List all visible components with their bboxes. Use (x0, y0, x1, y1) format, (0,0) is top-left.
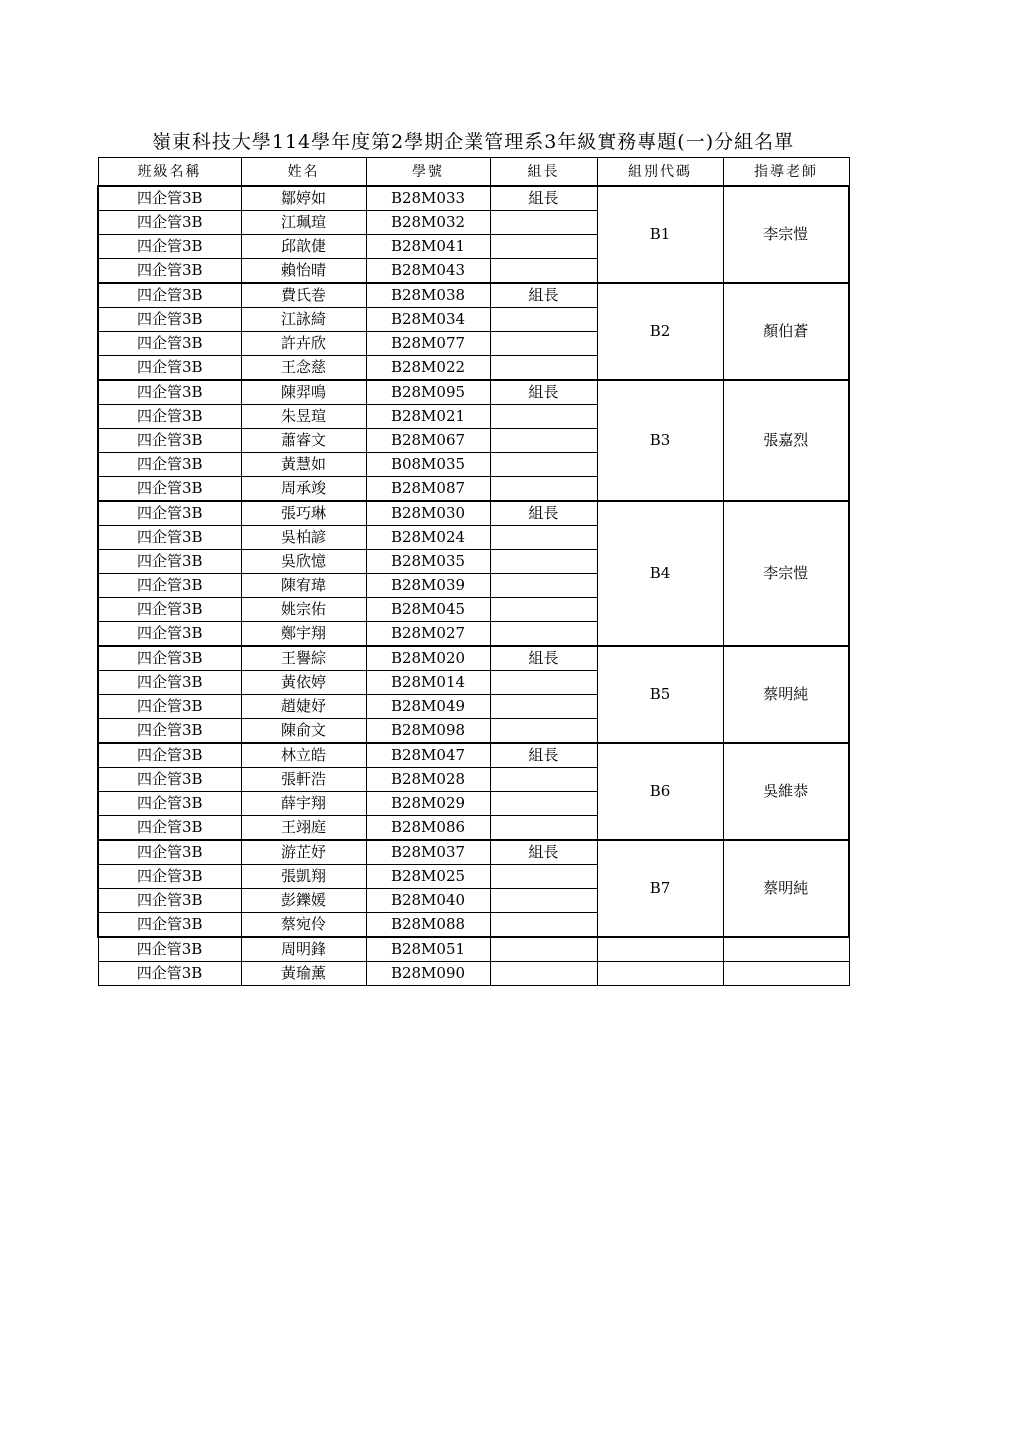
leader-cell (490, 865, 597, 889)
student-id-cell: B28M020 (366, 646, 490, 671)
student-name-cell: 賴怡晴 (241, 259, 366, 284)
class-cell: 四企管3B (98, 840, 241, 865)
advisor-cell (723, 962, 849, 986)
document-title: 嶺東科技大學114學年度第2學期企業管理系3年級實務專題(一)分組名單 (151, 131, 795, 153)
student-id-cell: B28M095 (366, 380, 490, 405)
class-cell: 四企管3B (98, 598, 241, 622)
leader-cell (490, 937, 597, 962)
leader-cell: 組長 (490, 743, 597, 768)
student-name-cell: 陳宥瑋 (241, 574, 366, 598)
student-name-cell: 陳羿鳴 (241, 380, 366, 405)
student-id-cell: B28M045 (366, 598, 490, 622)
student-id-cell: B08M035 (366, 453, 490, 477)
leader-cell (490, 477, 597, 502)
leader-cell (490, 792, 597, 816)
leader-cell (490, 429, 597, 453)
advisor-cell: 顏伯蒼 (723, 283, 849, 380)
advisor-cell: 李宗愷 (723, 186, 849, 283)
student-id-cell: B28M049 (366, 695, 490, 719)
student-id-cell: B28M034 (366, 308, 490, 332)
col-header-advisor: 指導老師 (723, 158, 849, 187)
advisor-cell: 李宗愷 (723, 501, 849, 646)
class-cell: 四企管3B (98, 356, 241, 381)
student-id-cell: B28M051 (366, 937, 490, 962)
group-code-cell (597, 937, 723, 962)
student-id-cell: B28M047 (366, 743, 490, 768)
group-roster-table (97, 157, 850, 986)
class-cell: 四企管3B (98, 259, 241, 284)
class-cell: 四企管3B (98, 211, 241, 235)
leader-cell: 組長 (490, 283, 597, 308)
student-id-cell: B28M035 (366, 550, 490, 574)
advisor-cell: 吳維恭 (723, 743, 849, 840)
group-block (98, 501, 849, 646)
group-block (98, 743, 849, 840)
student-name-cell: 蔡宛伶 (241, 913, 366, 938)
group-block (98, 840, 849, 937)
col-header-leader: 組長 (490, 158, 597, 187)
student-name-cell: 許卉欣 (241, 332, 366, 356)
advisor-cell: 蔡明純 (723, 646, 849, 743)
group-code-cell: B6 (597, 743, 723, 840)
student-name-cell: 姚宗佑 (241, 598, 366, 622)
leader-cell (490, 332, 597, 356)
student-name-cell: 費氏巻 (241, 283, 366, 308)
student-name-cell: 游芷妤 (241, 840, 366, 865)
student-name-cell: 張巧琳 (241, 501, 366, 526)
student-id-cell: B28M024 (366, 526, 490, 550)
table-row (98, 501, 849, 526)
ungrouped-block (98, 937, 849, 986)
table-row (98, 646, 849, 671)
group-code-cell: B2 (597, 283, 723, 380)
group-code-cell: B7 (597, 840, 723, 937)
student-name-cell: 薛宇翔 (241, 792, 366, 816)
student-name-cell: 朱昱瑄 (241, 405, 366, 429)
class-cell: 四企管3B (98, 913, 241, 938)
student-name-cell: 張凱翔 (241, 865, 366, 889)
leader-cell (490, 453, 597, 477)
table-row (98, 743, 849, 768)
class-cell: 四企管3B (98, 526, 241, 550)
group-code-cell: B5 (597, 646, 723, 743)
class-cell: 四企管3B (98, 283, 241, 308)
student-id-cell: B28M037 (366, 840, 490, 865)
student-name-cell: 江詠綺 (241, 308, 366, 332)
header-row (98, 158, 849, 187)
class-cell: 四企管3B (98, 792, 241, 816)
leader-cell (490, 889, 597, 913)
leader-cell (490, 405, 597, 429)
student-name-cell: 黃瑜薰 (241, 962, 366, 986)
class-cell: 四企管3B (98, 622, 241, 647)
group-block (98, 646, 849, 743)
col-header-class: 班級名稱 (98, 158, 241, 187)
advisor-cell: 張嘉烈 (723, 380, 849, 501)
table-row (98, 937, 849, 962)
student-id-cell: B28M077 (366, 332, 490, 356)
class-cell: 四企管3B (98, 768, 241, 792)
table-row (98, 283, 849, 308)
class-cell: 四企管3B (98, 453, 241, 477)
table-row (98, 380, 849, 405)
leader-cell (490, 308, 597, 332)
table-row (98, 962, 849, 986)
student-id-cell: B28M030 (366, 501, 490, 526)
leader-cell (490, 622, 597, 647)
leader-cell (490, 598, 597, 622)
leader-cell (490, 962, 597, 986)
leader-cell (490, 574, 597, 598)
class-cell: 四企管3B (98, 235, 241, 259)
student-name-cell: 彭鑠媛 (241, 889, 366, 913)
leader-cell: 組長 (490, 646, 597, 671)
student-id-cell: B28M088 (366, 913, 490, 938)
leader-cell (490, 816, 597, 841)
student-id-cell: B28M098 (366, 719, 490, 744)
student-name-cell: 林立皓 (241, 743, 366, 768)
leader-cell (490, 259, 597, 284)
leader-cell (490, 550, 597, 574)
leader-cell (490, 671, 597, 695)
student-name-cell: 趙婕妤 (241, 695, 366, 719)
student-id-cell: B28M032 (366, 211, 490, 235)
col-header-name: 姓名 (241, 158, 366, 187)
class-cell: 四企管3B (98, 550, 241, 574)
class-cell: 四企管3B (98, 646, 241, 671)
class-cell: 四企管3B (98, 308, 241, 332)
leader-cell (490, 913, 597, 938)
advisor-cell: 蔡明純 (723, 840, 849, 937)
advisor-cell (723, 937, 849, 962)
student-name-cell: 周明鋒 (241, 937, 366, 962)
student-id-cell: B28M041 (366, 235, 490, 259)
student-name-cell: 鄭宇翔 (241, 622, 366, 647)
class-cell: 四企管3B (98, 889, 241, 913)
leader-cell (490, 695, 597, 719)
student-id-cell: B28M039 (366, 574, 490, 598)
class-cell: 四企管3B (98, 574, 241, 598)
class-cell: 四企管3B (98, 937, 241, 962)
group-code-cell: B1 (597, 186, 723, 283)
student-name-cell: 王翊庭 (241, 816, 366, 841)
group-code-cell (597, 962, 723, 986)
group-block (98, 186, 849, 283)
leader-cell (490, 235, 597, 259)
leader-cell (490, 211, 597, 235)
student-id-cell: B28M043 (366, 259, 490, 284)
class-cell: 四企管3B (98, 743, 241, 768)
col-header-student-id: 學號 (366, 158, 490, 187)
student-name-cell: 蕭睿文 (241, 429, 366, 453)
student-name-cell: 吳欣憶 (241, 550, 366, 574)
leader-cell (490, 526, 597, 550)
table-row (98, 840, 849, 865)
class-cell: 四企管3B (98, 501, 241, 526)
class-cell: 四企管3B (98, 816, 241, 841)
leader-cell (490, 768, 597, 792)
leader-cell: 組長 (490, 380, 597, 405)
leader-cell (490, 356, 597, 381)
student-name-cell: 邱歆倢 (241, 235, 366, 259)
group-code-cell: B3 (597, 380, 723, 501)
group-block (98, 380, 849, 501)
class-cell: 四企管3B (98, 380, 241, 405)
student-name-cell: 張軒浩 (241, 768, 366, 792)
class-cell: 四企管3B (98, 865, 241, 889)
student-id-cell: B28M027 (366, 622, 490, 647)
student-name-cell: 黃依婷 (241, 671, 366, 695)
class-cell: 四企管3B (98, 477, 241, 502)
table-row (98, 186, 849, 211)
leader-cell: 組長 (490, 840, 597, 865)
group-code-cell: B4 (597, 501, 723, 646)
student-id-cell: B28M038 (366, 283, 490, 308)
class-cell: 四企管3B (98, 695, 241, 719)
student-name-cell: 江珮瑄 (241, 211, 366, 235)
table-header (98, 158, 849, 187)
student-id-cell: B28M090 (366, 962, 490, 986)
leader-cell: 組長 (490, 501, 597, 526)
class-cell: 四企管3B (98, 719, 241, 744)
student-id-cell: B28M014 (366, 671, 490, 695)
student-id-cell: B28M033 (366, 186, 490, 211)
leader-cell: 組長 (490, 186, 597, 211)
student-name-cell: 吳柏諺 (241, 526, 366, 550)
student-id-cell: B28M067 (366, 429, 490, 453)
class-cell: 四企管3B (98, 962, 241, 986)
student-name-cell: 黃慧如 (241, 453, 366, 477)
student-id-cell: B28M086 (366, 816, 490, 841)
leader-cell (490, 719, 597, 744)
student-id-cell: B28M040 (366, 889, 490, 913)
class-cell: 四企管3B (98, 332, 241, 356)
student-name-cell: 周承竣 (241, 477, 366, 502)
student-name-cell: 王譽綜 (241, 646, 366, 671)
class-cell: 四企管3B (98, 429, 241, 453)
class-cell: 四企管3B (98, 671, 241, 695)
student-id-cell: B28M025 (366, 865, 490, 889)
student-id-cell: B28M022 (366, 356, 490, 381)
student-id-cell: B28M021 (366, 405, 490, 429)
class-cell: 四企管3B (98, 186, 241, 211)
student-id-cell: B28M028 (366, 768, 490, 792)
student-id-cell: B28M029 (366, 792, 490, 816)
student-name-cell: 鄒婷如 (241, 186, 366, 211)
col-header-group-code: 組別代碼 (597, 158, 723, 187)
student-name-cell: 陳俞文 (241, 719, 366, 744)
student-id-cell: B28M087 (366, 477, 490, 502)
group-block (98, 283, 849, 380)
class-cell: 四企管3B (98, 405, 241, 429)
student-name-cell: 王念慈 (241, 356, 366, 381)
